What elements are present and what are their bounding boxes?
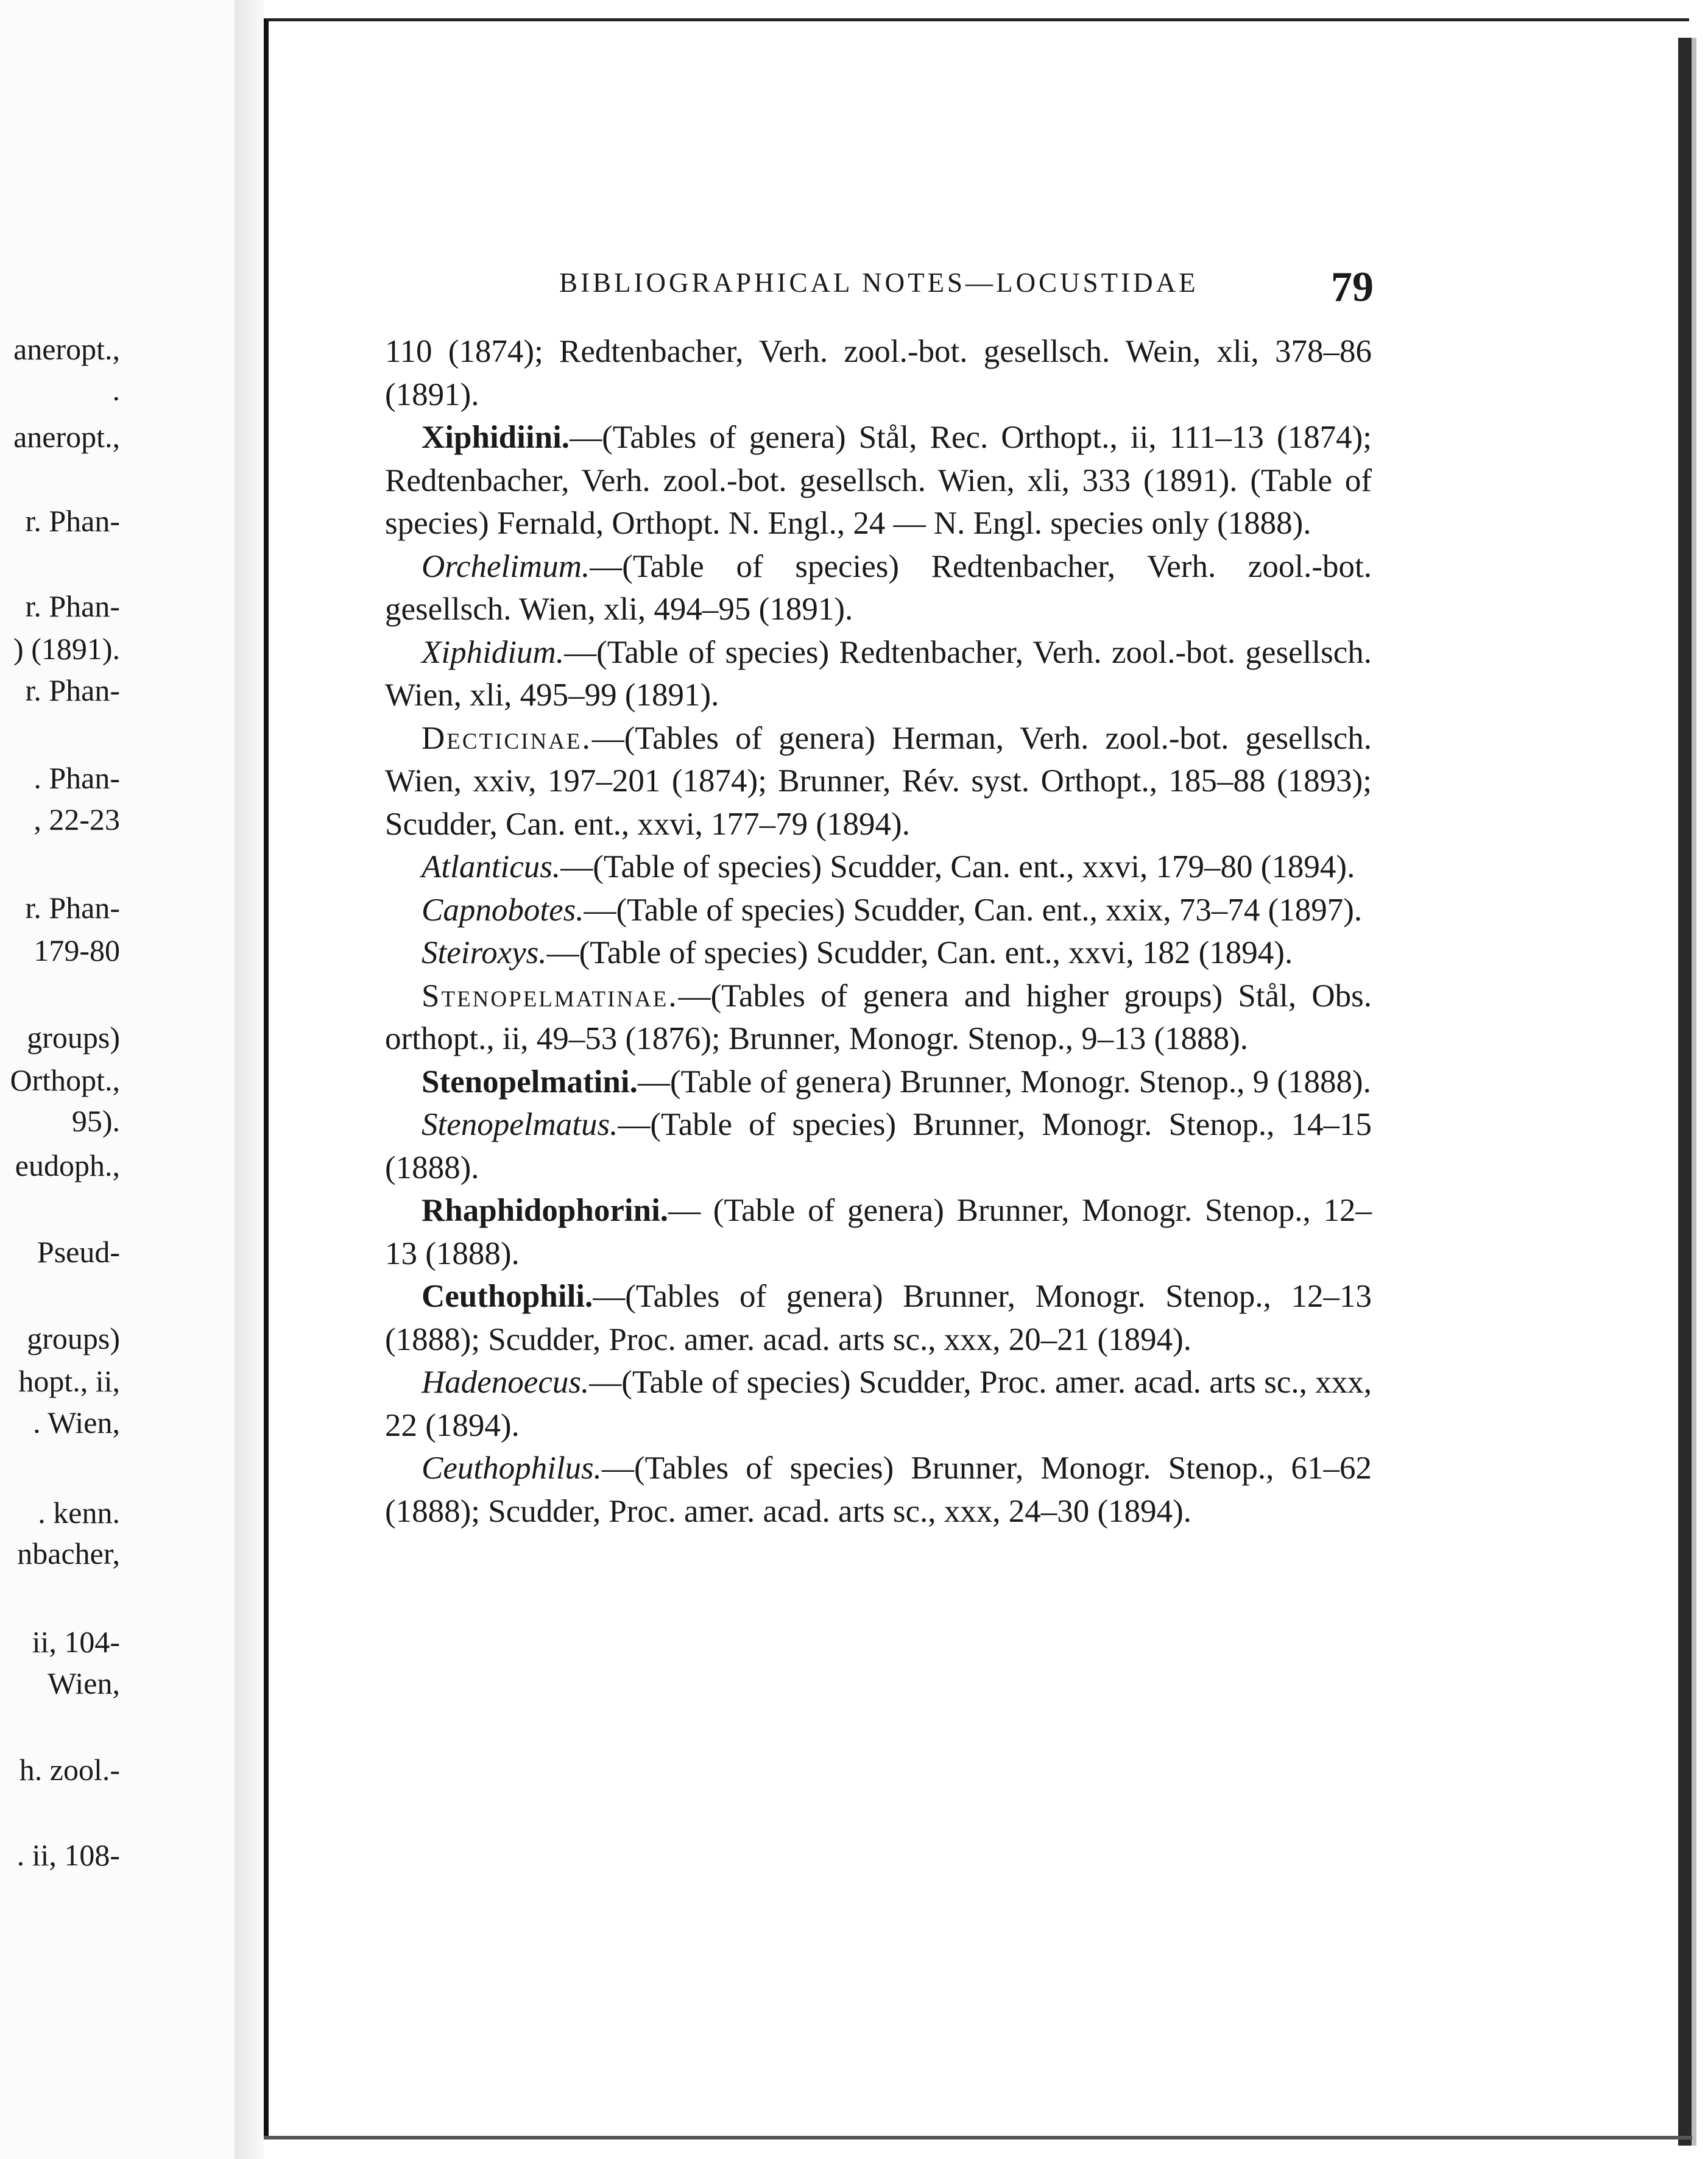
entry-body: —(Table of species) Scudder, Can. ent., xxix, 73–74 (1897). <box>584 892 1363 928</box>
entry-heading: Decticinae. <box>422 720 592 756</box>
entry-heading: Ceuthophilus. <box>422 1451 602 1486</box>
entry <box>385 889 1372 932</box>
left-page-fragment: r. Phan- <box>25 504 120 538</box>
left-page-fragment: r. Phan- <box>25 891 120 925</box>
page-edge <box>1678 38 1692 2146</box>
left-page-fragment: , 22-23 <box>34 802 120 836</box>
running-head: BIBLIOGRAPHICAL NOTES—LOCUSTIDAE <box>559 267 1199 298</box>
entry <box>385 1275 1372 1361</box>
page-gutter <box>235 0 264 2159</box>
entry-heading: Atlanticus. <box>422 849 561 885</box>
entry-heading: Stenopelmatinae. <box>422 978 679 1014</box>
entry <box>385 1189 1372 1275</box>
entry-body: —(Table of species) Brunner, Monogr. Stenop., 14–15 (1888). <box>385 1107 1372 1186</box>
left-page-fragment: Orthopt., <box>10 1063 120 1097</box>
entry-body: —(Table of genera) Brunner, Monogr. Stenop., 9 (1888). <box>637 1064 1371 1100</box>
entry-heading: Orchelimum. <box>422 548 590 584</box>
entry-heading: Rhaphidophorini. <box>422 1193 669 1228</box>
entry-body: —(Table of species) Redtenbacher, Verh. zool.-bot. gesellsch. Wien, xli, 494–95 (1891). <box>385 548 1372 627</box>
left-page-fragment: . Wien, <box>33 1405 120 1440</box>
entry <box>385 545 1372 631</box>
left-page-fragment: 95). <box>71 1104 120 1138</box>
entry-heading: Steiroxys. <box>422 935 547 970</box>
entry <box>385 1061 1372 1104</box>
entry-body: —(Tables of species) Brunner, Monogr. Stenop., 61–62 (1888); Scudder, Proc. amer. acad. arts sc., xxx, 24–30 (1894). <box>385 1451 1372 1529</box>
left-page-fragment: . ii, 108- <box>16 1838 120 1872</box>
entry-heading: Xiphidiini. <box>422 420 570 455</box>
left-page-fragment: 179-80 <box>34 933 120 967</box>
entry <box>385 1103 1372 1189</box>
entry-body: —(Table of species) Scudder, Proc. amer. acad. arts sc., xxx, 22 (1894). <box>385 1365 1372 1443</box>
left-page-fragment: . Phan- <box>34 761 120 795</box>
left-page-fragment: groups) <box>27 1321 120 1355</box>
page-number: 79 <box>1331 264 1374 311</box>
entry <box>385 931 1372 975</box>
entry-body: —(Tables of genera) Brunner, Monogr. Stenop., 12–13 (1888); Scudder, Proc. amer. acad. arts sc., xxx, 20–21 (1894). <box>385 1279 1372 1357</box>
entry <box>385 330 1372 416</box>
entry-body: 110 (1874); Redtenbacher, Verh. zool.-bot. gesellsch. Wein, xli, 378–86 (1891). <box>385 334 1372 412</box>
left-page-fragment: groups) <box>27 1020 120 1055</box>
left-page-fragment: ii, 104- <box>32 1625 120 1659</box>
entry <box>385 975 1372 1061</box>
left-page-fragment: nbacher, <box>17 1536 120 1571</box>
entry-heading: Xiphidium. <box>422 634 565 670</box>
left-page-fragment: Pseud- <box>37 1235 120 1269</box>
page-bottom-edge <box>264 2136 1692 2140</box>
left-page-fragment: . <box>112 373 120 407</box>
entry-heading: Capnobotes. <box>422 892 584 928</box>
entry-heading: Stenopelmatini. <box>422 1064 638 1100</box>
entry-body: —(Tables of genera) Stål, Rec. Orthopt., ii, 111–13 (1874); Redtenbacher, Verh. zool.-bot. gesellsch. Wien, xli, 333 (1891). (Table of species) Fernald, Orthopt. N. Engl., 24 — N. Engl. species only (1888). <box>385 420 1372 541</box>
left-page-fragment: Wien, <box>48 1666 120 1700</box>
left-page-fragment: aneropt., <box>13 332 120 366</box>
page-edge-outer <box>1692 38 1696 2146</box>
left-page-fragment: h. zool.- <box>19 1753 120 1787</box>
entry <box>385 1361 1372 1447</box>
text-body <box>385 330 1372 1533</box>
entry <box>385 717 1372 846</box>
left-page-fragment: hopt., ii, <box>18 1364 120 1398</box>
left-page-fragment: . kenn. <box>38 1496 120 1530</box>
left-facing-page <box>0 0 235 2159</box>
entry-body: —(Table of species) Scudder, Can. ent., xxvi, 179–80 (1894). <box>560 849 1355 885</box>
entry-body: —(Table of species) Scudder, Can. ent., xxvi, 182 (1894). <box>546 935 1293 970</box>
entry <box>385 416 1372 545</box>
entry-heading: Ceuthophili. <box>422 1279 593 1314</box>
entry-heading: Stenopelmatus. <box>422 1107 618 1142</box>
left-page-fragment: aneropt., <box>13 420 120 454</box>
entry-body: —(Tables of genera and higher groups) Stål, Obs. orthopt., ii, 49–53 (1876); Brunner, Monogr. Stenop., 9–13 (1888). <box>385 978 1372 1056</box>
entry-body: — (Table of genera) Brunner, Monogr. Stenop., 12–13 (1888). <box>385 1193 1372 1271</box>
entry <box>385 631 1372 717</box>
entry <box>385 846 1372 889</box>
left-page-fragment: ) (1891). <box>13 632 120 666</box>
entry-heading: Hadenoecus. <box>422 1365 590 1400</box>
entry <box>385 1447 1372 1533</box>
left-page-fragment: r. Phan- <box>25 589 120 623</box>
left-page-fragment: eudoph., <box>15 1148 120 1182</box>
entry-body: —(Tables of genera) Herman, Verh. zool.-bot. gesellsch. Wien, xxiv, 197–201 (1874); Brunner, Rév. syst. Orthopt., 185–88 (1893); Scudder, Can. ent., xxvi, 177–79 (1894). <box>385 720 1372 842</box>
left-page-fragment: r. Phan- <box>25 673 120 707</box>
entry-body: —(Table of species) Redtenbacher, Verh. zool.-bot. gesellsch. Wien, xli, 495–99 (1891). <box>385 634 1372 713</box>
